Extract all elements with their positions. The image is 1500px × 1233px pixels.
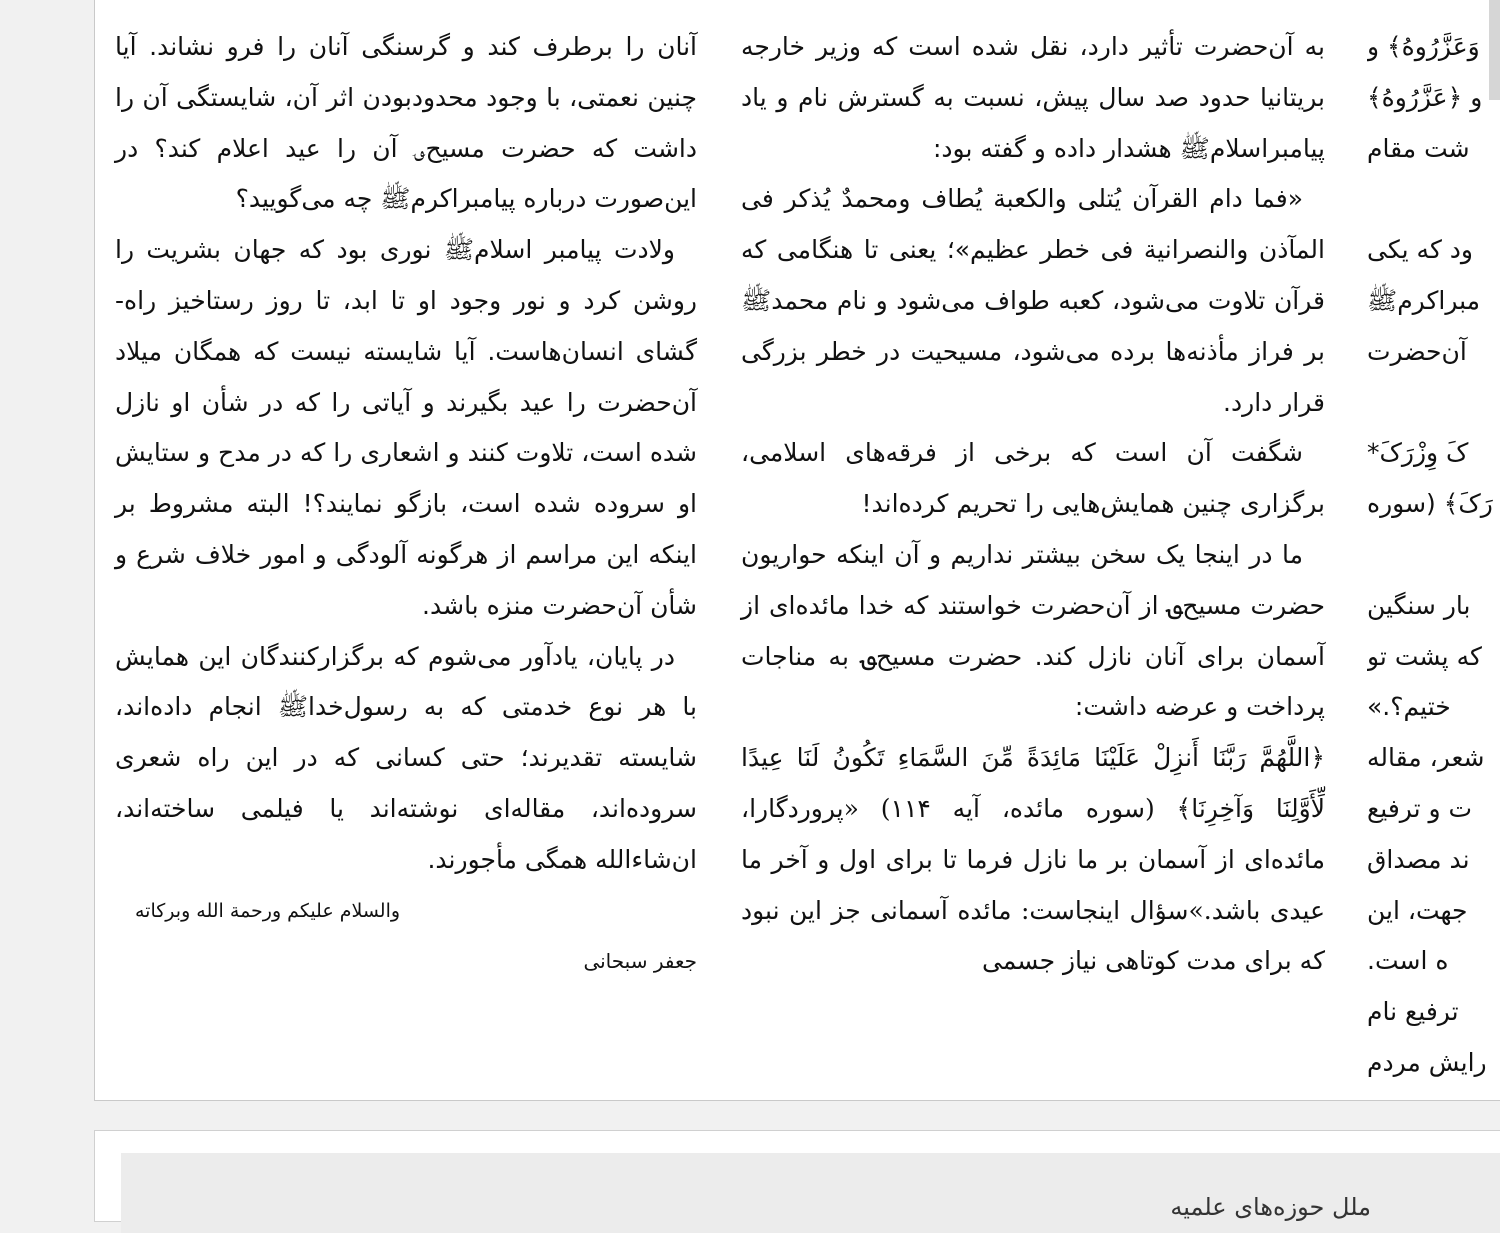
right-column-line: مبراکرمﷺ [1367, 285, 1481, 315]
right-column-line: و ﴿عَزَّرُوهُ﴾ [1367, 82, 1483, 112]
right-column-line: ند مصداق [1367, 844, 1470, 874]
right-column-line: رَکَ﴾ (سوره [1367, 489, 1493, 519]
article-page [94, 0, 1500, 1101]
right-column-line [1367, 378, 1500, 429]
vertical-scrollbar[interactable] [1489, 0, 1500, 100]
right-column-clipped [1367, 22, 1500, 1089]
closing-salutation: والسلام علیکم ورحمة الله وبرکاته [135, 899, 401, 922]
right-column-line: ترفیع نام [1367, 997, 1459, 1027]
right-column-line: ختیم؟.» [1367, 692, 1451, 722]
middle-column [741, 22, 1325, 987]
paragraph: آنان را برطرف کند و گرسنگی آنان را فرو نشاند. آیا چنین نعمتی، با وجود محدودبودن اثر آن، شایستگی آن را داشت که حضرت مسیح؈ آن را عید اعلام کند؟ در این‌صورت درباره پیامبراکرمﷺ چه می‌گویید؟ [115, 32, 697, 214]
left-column [115, 22, 697, 987]
right-column-line: شعر، مقاله [1367, 743, 1485, 773]
paragraph: ما در اینجا یک سخن بیشتر نداریم و آن اینکه حواریون حضرت مسیح؈ از آن‌حضرت خواستند که خدا مائده‌ای از آسمان برای آنان نازل کند. حضرت مسیح؈ به مناجات پرداخت و عرضه داشت: [741, 539, 1325, 722]
right-column-line: ود که یکی [1367, 235, 1474, 265]
next-page-header [121, 1153, 1500, 1233]
paragraph: ولادت پیامبر اسلامﷺ نوری بود که جهان بشریت را روشن کرد و نور وجود او تا ابد، تا روز رستاخیز راه-گشای انسان‌هاست. آیا شایسته نیست که همگان میلاد آن‌حضرت را عید بگیرند و آیاتی را که در شأن او نازل شده است، تلاوت کنند و اشعاری را که در مدح و ستایش او سروده شده است، بازگو نمایند؟! البته مشروط بر اینکه این مراسم از هرگونه آلودگی و امور خلاف شرع و شأن آن‌حضرت منزه باشد. [115, 235, 697, 620]
right-column-line: ه است. [1367, 946, 1449, 976]
paragraph: به آن‌حضرت تأثیر دارد، نقل شده است که وزیر خارجه بریتانیا حدود صد سال پیش، نسبت به گسترش نام و یاد پیامبراسلامﷺ هشدار داده و گفته بود: [741, 32, 1325, 163]
paragraph: شگفت آن است که برخی از فرقه‌های اسلامی، برگزاری چنین همایش‌هایی را تحریم کرده‌اند! [741, 438, 1325, 519]
right-column-line: بار سنگین [1367, 590, 1471, 620]
right-column-line: رایش مردم [1367, 1047, 1487, 1077]
right-column-line: شت مقام [1367, 133, 1470, 163]
next-page-panel [94, 1130, 1500, 1222]
right-column-line [1367, 530, 1500, 581]
quote-paragraph: «فما دام القرآن یُتلی والکعبة یُطاف ومحمدٌ یُذکر فی المآذن والنصرانیة فی خطر عظیم»؛ یعنی تا هنگامی که قرآن تلاوت می‌شود، کعبه طواف می‌شود و نام محمدﷺ بر فراز مأذنه‌ها برده می‌شود، مسیحیت در خطر بزرگی قرار دارد. [741, 184, 1325, 417]
right-column-line [1367, 174, 1500, 225]
right-column-line: کَ وِزْرَکَ* [1367, 438, 1469, 468]
right-column-line: ت و ترفیع [1367, 793, 1473, 823]
right-column-line: جهت، این [1367, 895, 1468, 925]
paragraph: در پایان، یادآور می‌شوم که برگزارکنندگان این همایش با هر نوع خدمتی که به رسول‌خداﷺ انجام داده‌اند، شایسته تقدیرند؛ حتی کسانی که در این راه شعری سروده‌اند، مقاله‌ای نوشته‌اند یا فیلمی ساخته‌اند، ان‌شاءالله همگی مأجورند. [115, 641, 697, 874]
right-column-line: که پشت تو [1367, 641, 1482, 671]
author-signature: جعفر سبحانی [583, 949, 697, 974]
right-column-line: آن‌حضرت [1367, 336, 1467, 366]
next-page-title: ملل حوزه‌های علمیه [1170, 1193, 1371, 1221]
verse-paragraph: ﴿اللَّهُمَّ رَبَّنَا أَنزِلْ عَلَيْنَا مَائِدَةً مِّنَ السَّمَاءِ تَكُونُ لَنَا عِيدًا لِّأَوَّلِنَا وَآخِرِنَا﴾ (سوره مائده، آیه ۱۱۴) «پروردگارا، مائده‌ای از آسمان بر ما نازل فرما تا برای اول و آخر ما عیدی باشد.»سؤال اینجاست: مائده آسمانی جز این نبود که برای مدت کوتاهی نیاز جسمی [741, 743, 1325, 976]
right-column-line: وَعَزَّرُوهُ﴾ و [1367, 32, 1480, 61]
